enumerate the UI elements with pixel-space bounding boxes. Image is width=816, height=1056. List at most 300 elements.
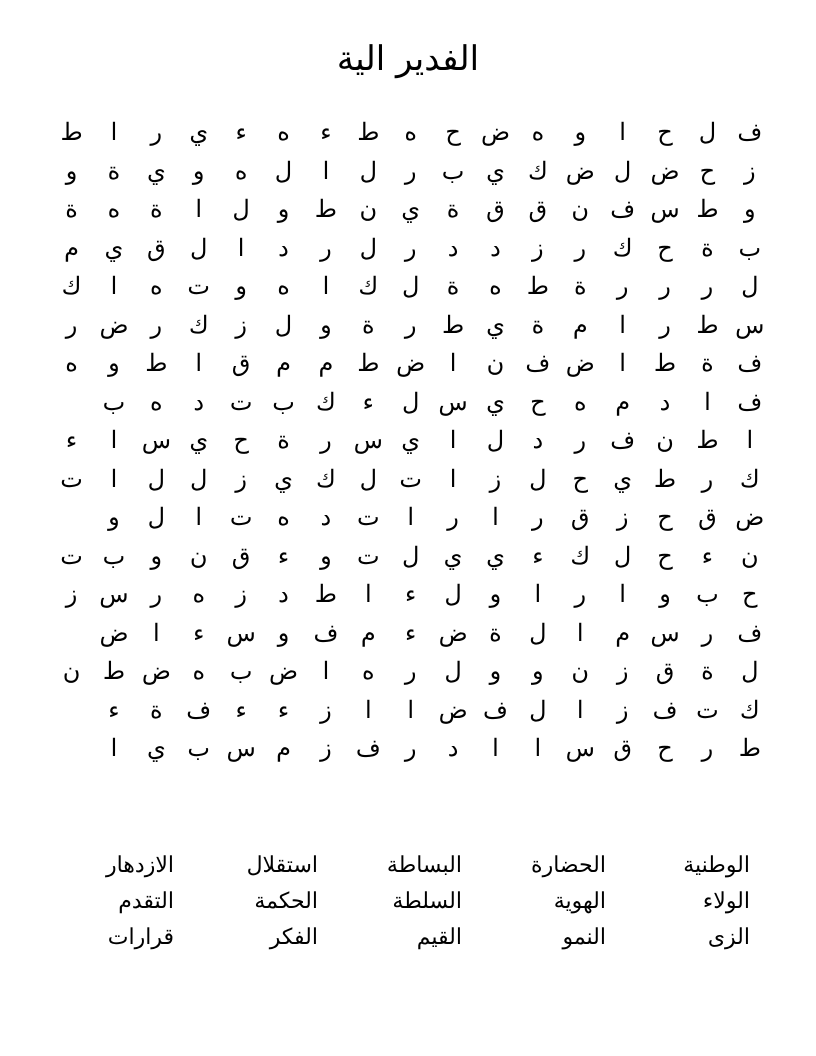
word-item: الازدهار [105, 853, 174, 878]
grid-letter[interactable]: ه [362, 657, 375, 686]
grid-letter[interactable]: ا [619, 580, 626, 609]
grid-letter[interactable]: ن [359, 195, 378, 224]
grid-letter[interactable]: ط [314, 580, 337, 609]
grid-letter[interactable]: ل [444, 657, 462, 686]
grid-letter[interactable]: ر [574, 233, 587, 262]
grid-row [50, 306, 771, 345]
grid-letter[interactable]: ه [192, 657, 206, 686]
grid-letter[interactable]: م [276, 349, 291, 378]
grid-letter[interactable]: و [277, 618, 290, 647]
grid-letter[interactable]: ط [441, 310, 465, 339]
grid-letter[interactable]: ت [696, 695, 719, 724]
grid-letter[interactable]: ا [237, 233, 245, 262]
grid-letter[interactable]: ن [486, 349, 505, 378]
grid-letter[interactable]: ر [65, 310, 78, 339]
grid-letter[interactable]: ط [738, 734, 761, 763]
grid-letter[interactable]: ن [571, 195, 590, 224]
grid-letter[interactable]: ف [483, 695, 508, 724]
grid-letter[interactable]: ط [145, 349, 168, 378]
grid-letter[interactable]: ة [701, 657, 714, 686]
grid-letter[interactable]: ل [529, 695, 547, 724]
grid-letter[interactable]: ه [150, 272, 163, 301]
grid-letter[interactable]: ح [233, 426, 249, 455]
grid-letter[interactable]: ه [404, 118, 417, 147]
grid-letter[interactable]: ل [359, 233, 377, 262]
grid-letter[interactable]: ي [486, 156, 505, 185]
grid-letter[interactable]: س [735, 310, 765, 339]
grid-letter[interactable]: ض [438, 695, 468, 724]
grid-letter[interactable]: ح [572, 464, 588, 493]
grid-letter[interactable]: م [64, 233, 79, 262]
grid-letter[interactable]: و [235, 272, 247, 301]
grid-letter[interactable]: ط [314, 195, 337, 224]
grid-letter[interactable]: ا [322, 272, 330, 301]
grid-letter[interactable]: د [490, 233, 501, 262]
grid-letter[interactable]: ه [277, 272, 290, 301]
grid-letter[interactable]: س [99, 580, 129, 609]
word-item: الحكمة [254, 889, 318, 914]
grid-letter[interactable]: ب [696, 580, 719, 609]
grid-letter[interactable]: ر [532, 503, 544, 532]
grid-letter[interactable]: م [276, 734, 291, 763]
grid-letter[interactable]: و [65, 156, 78, 185]
grid-letter[interactable]: ا [407, 503, 415, 532]
grid-letter[interactable]: ا [322, 657, 330, 686]
grid-letter[interactable]: ر [574, 580, 587, 609]
grid-letter[interactable]: ء [362, 387, 374, 416]
grid-letter[interactable]: ط [526, 272, 549, 301]
grid-letter[interactable]: ل [698, 118, 717, 147]
grid-letter[interactable]: ر [701, 618, 714, 647]
grid-letter[interactable]: ا [195, 503, 203, 532]
grid-row [50, 190, 771, 229]
grid-letter[interactable]: ط [60, 118, 83, 147]
grid-letter[interactable]: ا [492, 734, 499, 763]
grid-letter[interactable]: ز [65, 580, 78, 609]
grid-letter[interactable]: ق [613, 734, 632, 763]
grid-letter[interactable]: ط [653, 464, 677, 493]
grid-letter[interactable]: ل [613, 156, 632, 185]
grid-letter[interactable]: د [278, 580, 289, 609]
grid-letter[interactable]: ف [737, 618, 763, 647]
grid-letter[interactable]: ت [356, 503, 380, 532]
grid-letter[interactable]: ح [657, 541, 673, 570]
grid-letter[interactable]: ا [619, 310, 626, 339]
grid-letter[interactable]: ط [357, 118, 380, 147]
grid-letter[interactable]: ك [316, 387, 336, 416]
grid-letter[interactable]: ق [231, 349, 251, 378]
grid-letter[interactable]: ز [235, 310, 247, 339]
grid-letter[interactable]: ت [60, 541, 83, 570]
grid-letter[interactable]: ر [447, 503, 459, 532]
grid-row [50, 383, 771, 422]
grid-letter[interactable]: و [320, 541, 332, 570]
grid-letter[interactable]: و [489, 580, 502, 609]
grid-letter[interactable]: ل [190, 464, 208, 493]
grid-letter[interactable]: ل [190, 233, 208, 262]
grid-letter[interactable]: ط [696, 426, 719, 455]
grid-letter[interactable]: ل [486, 426, 505, 455]
grid-letter[interactable]: س [650, 195, 680, 224]
grid-letter[interactable]: ا [110, 272, 118, 301]
grid-letter[interactable]: م [615, 387, 631, 416]
grid-letter[interactable]: ا [407, 695, 415, 724]
grid-letter[interactable]: ر [404, 310, 417, 339]
grid-letter[interactable]: ر [404, 657, 417, 686]
grid-letter[interactable]: ك [739, 464, 760, 493]
grid-letter[interactable]: ك [61, 272, 82, 301]
grid-letter[interactable]: ا [195, 195, 203, 224]
grid-letter[interactable]: ف [610, 426, 636, 455]
grid-letter[interactable]: ا [534, 734, 542, 763]
grid-letter[interactable]: ء [108, 695, 120, 724]
grid-letter[interactable]: ء [65, 426, 78, 455]
grid-letter[interactable]: ح [742, 580, 758, 609]
grid-letter[interactable]: ا [746, 426, 754, 455]
grid-letter[interactable]: ا [619, 118, 626, 147]
grid-letter[interactable]: ل [529, 618, 547, 647]
grid-letter[interactable]: ف [186, 695, 212, 724]
grid-letter[interactable]: ب [229, 657, 253, 686]
grid-letter[interactable]: ن [62, 657, 81, 686]
grid-letter[interactable]: و [108, 349, 120, 378]
grid-letter[interactable]: ك [612, 233, 633, 262]
grid-letter[interactable]: ك [358, 272, 379, 301]
grid-letter[interactable]: ء [405, 618, 417, 647]
grid-letter[interactable]: ن [656, 426, 674, 455]
grid-letter[interactable]: ا [110, 734, 118, 763]
grid-letter[interactable]: ء [235, 118, 247, 147]
grid-letter[interactable]: ر [701, 734, 714, 763]
grid-letter[interactable]: ح [445, 118, 461, 147]
grid-letter[interactable]: ل [359, 464, 377, 493]
grid-letter[interactable]: و [574, 118, 587, 147]
grid-letter[interactable]: ر [150, 580, 163, 609]
grid-letter[interactable]: ف [737, 387, 763, 416]
grid-letter[interactable]: ة [150, 195, 163, 224]
grid-letter[interactable]: ا [195, 349, 203, 378]
grid-letter[interactable]: ء [701, 541, 714, 570]
grid-letter[interactable]: ق [570, 503, 590, 532]
grid-letter[interactable]: ف [652, 695, 678, 724]
grid-letter[interactable]: ن [740, 541, 759, 570]
grid-letter[interactable]: ط [357, 349, 380, 378]
grid-row [50, 537, 771, 576]
grid-letter[interactable]: و [150, 541, 163, 570]
grid-letter[interactable]: ز [532, 233, 544, 262]
grid-letter[interactable]: ا [110, 426, 118, 455]
grid-letter[interactable]: ل [741, 272, 759, 301]
grid-letter[interactable]: ط [653, 349, 677, 378]
word-item: قرارات [107, 925, 174, 950]
grid-letter[interactable]: س [226, 734, 256, 763]
word-item: التقدم [118, 889, 174, 914]
grid-letter[interactable]: ر [150, 118, 163, 147]
grid-letter[interactable]: ر [320, 233, 332, 262]
grid-letter[interactable]: ك [188, 310, 209, 339]
grid-letter[interactable]: ر [659, 310, 671, 339]
grid-letter[interactable]: ل [147, 503, 166, 532]
grid-letter[interactable]: ض [99, 310, 129, 339]
grid-letter[interactable]: ل [741, 657, 759, 686]
grid-letter[interactable]: ب [187, 734, 211, 763]
grid-letter[interactable]: ض [565, 156, 595, 185]
grid-letter[interactable]: ة [701, 349, 714, 378]
grid-row [50, 267, 771, 306]
grid-letter[interactable]: ه [65, 349, 78, 378]
grid-letter[interactable]: ة [573, 272, 587, 301]
grid-letter[interactable]: ب [738, 233, 762, 262]
grid-letter[interactable]: ر [320, 426, 332, 455]
grid-letter[interactable]: د [278, 233, 289, 262]
grid-letter[interactable]: ض [269, 657, 299, 686]
grid-letter[interactable]: ل [401, 541, 420, 570]
grid-letter[interactable]: ز [320, 695, 332, 724]
grid-row [50, 421, 771, 460]
grid-letter[interactable]: ل [529, 464, 547, 493]
word-list-row [30, 884, 750, 920]
grid-letter[interactable]: ل [147, 464, 166, 493]
grid-letter[interactable]: ا [110, 118, 118, 147]
grid-letter[interactable]: س [438, 387, 468, 416]
grid-letter[interactable]: ر [701, 272, 714, 301]
grid-letter[interactable]: ل [401, 387, 420, 416]
grid-letter[interactable]: ة [65, 195, 78, 224]
grid-letter[interactable]: ف [610, 195, 636, 224]
grid-letter[interactable]: ي [613, 464, 633, 493]
grid-letter[interactable]: ف [737, 349, 763, 378]
grid-letter[interactable]: ا [364, 695, 372, 724]
grid-letter[interactable]: و [192, 156, 205, 185]
grid-letter[interactable]: ي [146, 734, 166, 763]
grid-letter[interactable]: س [141, 426, 171, 455]
grid-letter[interactable]: ز [744, 156, 756, 185]
grid-letter[interactable]: ء [320, 118, 332, 147]
word-item: الوطنية [683, 853, 750, 878]
grid-letter[interactable]: ك [570, 541, 591, 570]
grid-letter[interactable]: ط [696, 195, 719, 224]
grid-letter[interactable]: ا [576, 618, 584, 647]
grid-letter[interactable]: ل [359, 156, 377, 185]
grid-letter[interactable]: ب [102, 541, 126, 570]
grid-letter[interactable]: ة [489, 618, 502, 647]
grid-letter[interactable]: و [744, 195, 756, 224]
grid-letter[interactable]: ب [272, 387, 295, 416]
grid-letter[interactable]: ل [274, 156, 293, 185]
grid-letter[interactable]: د [659, 387, 671, 416]
grid-letter[interactable]: ي [401, 195, 421, 224]
grid-letter[interactable]: ه [489, 272, 502, 301]
grid-letter[interactable]: ا [704, 387, 711, 416]
grid-letter[interactable]: ب [102, 387, 126, 416]
grid-letter[interactable]: ي [486, 387, 505, 416]
grid-letter[interactable]: ة [107, 156, 121, 185]
grid-letter[interactable]: و [108, 503, 120, 532]
grid-letter[interactable]: ض [735, 503, 765, 532]
grid-letter[interactable]: س [565, 734, 595, 763]
grid-letter[interactable]: ق [147, 233, 166, 262]
grid-letter[interactable]: ب [441, 156, 465, 185]
grid-letter[interactable]: ت [356, 541, 380, 570]
grid-letter[interactable]: ء [277, 541, 290, 570]
grid-letter[interactable]: ك [739, 695, 760, 724]
grid-letter[interactable]: ة [701, 233, 714, 262]
grid-letter[interactable]: ه [107, 195, 121, 224]
grid-letter[interactable]: ض [480, 118, 510, 147]
grid-letter[interactable]: ي [443, 541, 463, 570]
grid-letter[interactable]: ي [486, 310, 505, 339]
grid-letter[interactable]: ت [229, 503, 253, 532]
grid-letter[interactable]: ر [404, 156, 417, 185]
grid-letter[interactable]: ز [616, 695, 629, 724]
grid-letter[interactable]: ا [492, 503, 499, 532]
grid-letter[interactable]: ي [104, 233, 124, 262]
grid-letter[interactable]: ي [486, 541, 505, 570]
grid-letter[interactable]: ر [150, 310, 163, 339]
grid-letter[interactable]: ا [449, 426, 457, 455]
grid-letter[interactable]: ر [701, 464, 714, 493]
grid-letter[interactable]: و [532, 657, 544, 686]
grid-letter[interactable]: س [650, 618, 680, 647]
grid-letter[interactable]: ز [489, 464, 502, 493]
grid-letter[interactable]: س [226, 618, 256, 647]
grid-row [50, 152, 771, 191]
grid-letter[interactable]: ف [737, 118, 763, 147]
grid-letter[interactable]: د [447, 233, 459, 262]
grid-letter[interactable]: ه [192, 580, 206, 609]
grid-letter[interactable]: ح [657, 118, 673, 147]
grid-letter[interactable]: ق [486, 195, 505, 224]
grid-letter[interactable]: ا [449, 349, 457, 378]
grid-letter[interactable]: ح [657, 233, 673, 262]
grid-letter[interactable]: س [353, 426, 383, 455]
grid-letter[interactable]: ا [110, 464, 118, 493]
grid-letter[interactable]: ح [699, 156, 716, 185]
grid-letter[interactable]: ء [235, 695, 247, 724]
grid-letter[interactable]: ل [444, 580, 462, 609]
grid-letter[interactable]: د [447, 734, 459, 763]
grid-letter[interactable]: ا [534, 580, 542, 609]
grid-letter[interactable]: ه [277, 118, 290, 147]
grid-letter[interactable]: ة [150, 695, 163, 724]
grid-letter[interactable]: ء [405, 580, 417, 609]
grid-letter[interactable]: ي [189, 426, 209, 455]
grid-letter[interactable]: ك [316, 464, 336, 493]
grid-letter[interactable]: ق [231, 541, 251, 570]
grid-letter[interactable]: ي [274, 464, 293, 493]
grid-letter[interactable]: ز [616, 503, 629, 532]
grid-letter[interactable]: ف [313, 618, 339, 647]
grid-letter[interactable]: ت [399, 464, 422, 493]
grid-letter[interactable]: ض [565, 349, 595, 378]
grid-letter[interactable]: د [320, 503, 332, 532]
grid-letter[interactable]: ا [576, 695, 584, 724]
grid-letter[interactable]: ز [320, 734, 332, 763]
grid-letter[interactable]: ف [525, 349, 551, 378]
grid-letter[interactable]: ز [616, 657, 629, 686]
grid-letter[interactable]: ن [189, 541, 208, 570]
grid-letter[interactable]: ض [99, 618, 129, 647]
grid-letter[interactable]: ه [573, 387, 587, 416]
word-list-row [30, 920, 750, 956]
grid-letter[interactable]: ق [698, 503, 717, 532]
grid-letter[interactable]: ا [449, 464, 457, 493]
grid-letter[interactable]: و [659, 580, 671, 609]
grid-letter[interactable]: ه [234, 156, 248, 185]
grid-letter[interactable]: ء [193, 618, 205, 647]
grid-letter[interactable]: ك [527, 156, 548, 185]
grid-letter[interactable]: ر [574, 426, 587, 455]
grid-letter[interactable]: ط [696, 310, 719, 339]
grid-letter[interactable]: ض [438, 618, 468, 647]
grid-letter[interactable]: م [615, 618, 631, 647]
grid-letter[interactable]: ح [657, 503, 673, 532]
grid-letter[interactable]: ل [613, 541, 632, 570]
grid-letter[interactable]: ح [657, 734, 673, 763]
grid-letter[interactable]: ز [235, 464, 247, 493]
grid-letter[interactable]: ه [150, 387, 163, 416]
grid-letter[interactable]: ا [153, 618, 160, 647]
grid-letter[interactable]: م [572, 310, 588, 339]
grid-letter[interactable]: ر [616, 272, 629, 301]
grid-letter[interactable]: ر [404, 734, 417, 763]
grid-letter[interactable]: و [277, 195, 290, 224]
grid-letter[interactable]: ف [355, 734, 381, 763]
grid-letter[interactable]: ت [187, 272, 211, 301]
grid-letter[interactable]: ز [235, 580, 247, 609]
grid-letter[interactable]: ة [531, 310, 545, 339]
grid-letter[interactable]: ر [659, 272, 671, 301]
grid-letter[interactable]: ة [362, 310, 375, 339]
grid-letter[interactable]: ه [531, 118, 545, 147]
grid-letter[interactable]: ح [530, 387, 546, 416]
grid-letter[interactable]: ض [141, 657, 171, 686]
grid-letter[interactable]: ل [232, 195, 250, 224]
grid-letter[interactable]: ة [446, 195, 460, 224]
grid-letter[interactable]: ت [60, 464, 83, 493]
grid-letter[interactable]: و [320, 310, 332, 339]
grid-letter[interactable]: ء [532, 541, 544, 570]
grid-letter[interactable]: و [489, 657, 502, 686]
grid-letter[interactable]: ض [650, 156, 680, 185]
grid-letter[interactable]: ة [446, 272, 460, 301]
grid-letter[interactable]: د [532, 426, 544, 455]
grid-letter[interactable]: ء [277, 695, 290, 724]
grid-letter[interactable]: ي [401, 426, 421, 455]
grid-letter[interactable]: ا [364, 580, 372, 609]
grid-row [50, 460, 771, 499]
grid-letter[interactable]: د [193, 387, 205, 416]
grid-letter[interactable]: ر [404, 233, 417, 262]
grid-letter[interactable]: ا [619, 349, 626, 378]
grid-letter[interactable]: ط [102, 657, 126, 686]
grid-letter[interactable]: ي [189, 118, 209, 147]
grid-letter[interactable]: ق [655, 657, 675, 686]
grid-letter[interactable]: ي [146, 156, 166, 185]
grid-letter[interactable]: ق [528, 195, 548, 224]
grid-letter[interactable]: ض [396, 349, 426, 378]
grid-letter[interactable]: ل [401, 272, 420, 301]
grid-letter[interactable]: ن [571, 657, 590, 686]
grid-row [50, 113, 771, 152]
grid-letter[interactable]: م [318, 349, 334, 378]
grid-letter[interactable]: ت [229, 387, 253, 416]
grid-letter[interactable]: ة [277, 426, 290, 455]
grid-letter[interactable]: ا [322, 156, 330, 185]
grid-letter[interactable]: ل [274, 310, 293, 339]
grid-letter[interactable]: م [360, 618, 376, 647]
grid-letter[interactable]: ه [277, 503, 290, 532]
